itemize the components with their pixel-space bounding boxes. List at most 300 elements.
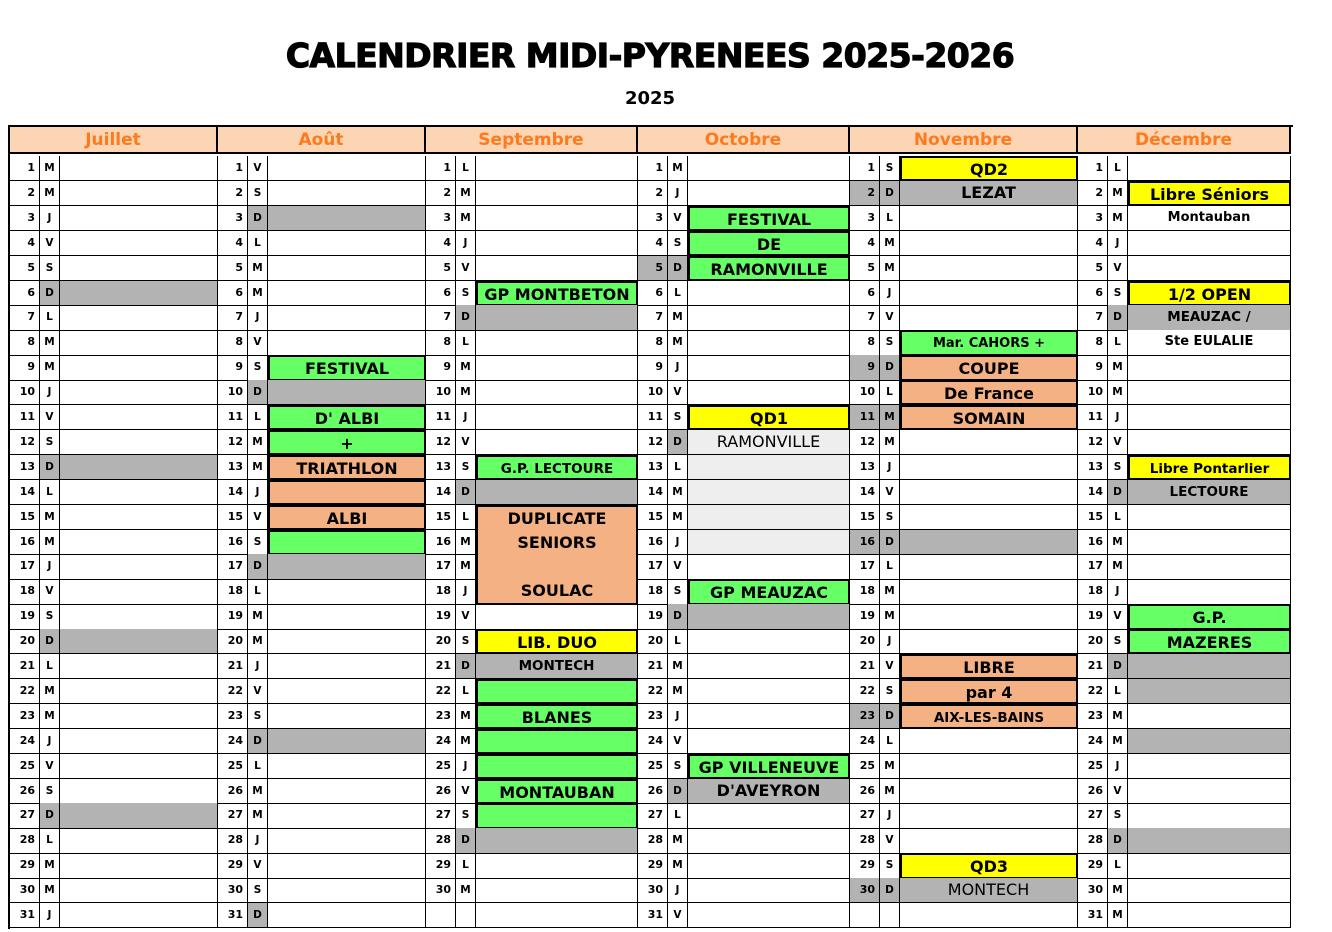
event-cell [1128, 729, 1291, 754]
day-number: 25 [638, 754, 668, 779]
event-cell [268, 231, 426, 256]
event-cell [476, 380, 638, 405]
day-number: 27 [850, 803, 880, 828]
weekday-letter: D [248, 206, 268, 231]
day-number: 23 [850, 704, 880, 729]
event-cell [900, 455, 1078, 480]
event-cell [60, 604, 218, 629]
day-number: 17 [426, 554, 456, 579]
event-cell: RAMONVILLE [688, 430, 850, 455]
weekday-letter: J [248, 828, 268, 853]
event-cell [1128, 654, 1291, 679]
day-number: 26 [10, 779, 40, 804]
weekday-letter: S [40, 604, 60, 629]
weekday-letter: M [456, 380, 476, 405]
weekday-letter: D [40, 629, 60, 654]
event-cell [900, 206, 1078, 231]
day-number: 18 [1078, 579, 1108, 604]
weekday-letter: S [880, 679, 900, 704]
event-cell: TRIATHLON [268, 455, 426, 480]
weekday-letter: L [456, 330, 476, 355]
weekday-letter: D [248, 729, 268, 754]
event-cell [900, 579, 1078, 604]
event-cell [60, 853, 218, 878]
event-cell: par 4 [900, 679, 1078, 704]
weekday-letter: M [456, 554, 476, 579]
event-cell [1128, 754, 1291, 779]
day-number: 9 [638, 355, 668, 380]
day-number: 2 [1078, 181, 1108, 206]
day-number: 13 [426, 455, 456, 480]
event-cell [60, 579, 218, 604]
event-cell [476, 405, 638, 430]
event-cell [688, 878, 850, 903]
weekday-letter: M [1108, 206, 1128, 231]
day-number: 11 [850, 405, 880, 430]
event-cell: G.P. [1128, 604, 1291, 629]
event-cell [688, 355, 850, 380]
event-cell [268, 181, 426, 206]
day-number: 30 [426, 878, 456, 903]
day-number: 22 [426, 679, 456, 704]
event-cell: QD3 [900, 853, 1078, 878]
day-number: 14 [10, 480, 40, 505]
event-cell [1128, 231, 1291, 256]
day-number: 19 [10, 604, 40, 629]
weekday-letter: J [1108, 231, 1128, 256]
weekday-letter: D [668, 430, 688, 455]
weekday-letter: M [1108, 181, 1128, 206]
day-number: 30 [1078, 878, 1108, 903]
weekday-letter: J [456, 231, 476, 256]
event-cell [1128, 554, 1291, 579]
event-cell: LEZAT [900, 181, 1078, 206]
day-number: 12 [426, 430, 456, 455]
weekday-letter: S [1108, 629, 1128, 654]
event-cell [268, 380, 426, 405]
day-number: 7 [850, 305, 880, 330]
day-number: 11 [10, 405, 40, 430]
day-number: 27 [10, 803, 40, 828]
day-number: 18 [638, 579, 668, 604]
day-number: 25 [218, 754, 248, 779]
weekday-letter: D [1108, 480, 1128, 505]
weekday-letter: L [668, 629, 688, 654]
event-cell [688, 281, 850, 306]
weekday-letter: V [1108, 430, 1128, 455]
month-header: Décembre [1078, 127, 1291, 154]
weekday-letter: M [1108, 903, 1128, 928]
day-number: 25 [1078, 754, 1108, 779]
event-line: SENIORS [517, 532, 597, 552]
weekday-letter: J [40, 729, 60, 754]
weekday-letter: M [668, 330, 688, 355]
event-cell [688, 679, 850, 704]
event-cell: AIX-LES-BAINS [900, 704, 1078, 729]
weekday-letter: L [248, 579, 268, 604]
weekday-letter: J [1108, 754, 1128, 779]
event-cell [476, 430, 638, 455]
event-cell [268, 779, 426, 804]
weekday-letter: V [1108, 604, 1128, 629]
weekday-letter: V [248, 679, 268, 704]
day-number: 23 [638, 704, 668, 729]
weekday-letter: M [248, 803, 268, 828]
day-number: 5 [218, 256, 248, 281]
weekday-letter: S [456, 281, 476, 306]
event-cell [900, 903, 1078, 928]
event-cell [268, 530, 426, 555]
weekday-letter: S [1108, 455, 1128, 480]
weekday-letter: S [248, 181, 268, 206]
event-line: SOULAC [520, 580, 594, 600]
event-cell: GP VILLENEUVE [688, 754, 850, 779]
day-number: 19 [218, 604, 248, 629]
weekday-letter: M [668, 853, 688, 878]
weekday-letter: M [1108, 380, 1128, 405]
day-number: 24 [850, 729, 880, 754]
day-number: 23 [1078, 704, 1108, 729]
event-cell: Libre Séniors [1128, 181, 1291, 206]
day-number: 30 [218, 878, 248, 903]
event-cell [900, 729, 1078, 754]
weekday-letter: L [40, 654, 60, 679]
day-number: 29 [218, 853, 248, 878]
event-cell [60, 455, 218, 480]
event-cell: 1/2 OPEN [1128, 281, 1291, 306]
weekday-letter: V [456, 779, 476, 804]
weekday-letter: J [880, 455, 900, 480]
day-number: 30 [638, 878, 668, 903]
event-cell [1128, 903, 1291, 928]
day-number: 17 [638, 554, 668, 579]
weekday-letter: L [668, 281, 688, 306]
event-cell [60, 729, 218, 754]
event-cell [900, 480, 1078, 505]
day-number: 3 [426, 206, 456, 231]
weekday-letter: D [880, 530, 900, 555]
weekday-letter: J [456, 405, 476, 430]
weekday-letter: L [880, 554, 900, 579]
weekday-letter: S [880, 156, 900, 181]
event-cell [476, 729, 638, 754]
weekday-letter: M [248, 779, 268, 804]
event-cell [60, 903, 218, 928]
weekday-letter: M [668, 505, 688, 530]
day-number: 9 [850, 355, 880, 380]
day-number: 31 [1078, 903, 1108, 928]
day-number: 26 [638, 779, 668, 804]
day-number: 29 [426, 853, 456, 878]
day-number: 16 [850, 530, 880, 555]
event-cell: D'AVEYRON [688, 779, 850, 804]
event-cell: BLANES [476, 704, 638, 729]
day-number: 25 [426, 754, 456, 779]
weekday-letter: J [248, 480, 268, 505]
event-cell: D' ALBI [268, 405, 426, 430]
event-cell [60, 654, 218, 679]
event-cell [688, 505, 850, 530]
day-number: 26 [850, 779, 880, 804]
event-cell [60, 480, 218, 505]
day-number: 5 [426, 256, 456, 281]
weekday-letter: D [40, 803, 60, 828]
event-cell [60, 505, 218, 530]
weekday-letter: V [248, 156, 268, 181]
event-cell [60, 181, 218, 206]
event-cell [688, 629, 850, 654]
weekday-letter: D [880, 704, 900, 729]
day-number: 9 [218, 355, 248, 380]
day-number: 15 [218, 505, 248, 530]
day-number: 14 [426, 480, 456, 505]
event-cell [688, 704, 850, 729]
event-cell [688, 554, 850, 579]
day-number: 20 [1078, 629, 1108, 654]
event-cell: Ste EULALIE [1128, 330, 1291, 355]
day-number: 19 [850, 604, 880, 629]
weekday-letter: M [248, 281, 268, 306]
weekday-letter: S [880, 505, 900, 530]
event-cell [688, 654, 850, 679]
day-number: 11 [218, 405, 248, 430]
event-cell [60, 305, 218, 330]
day-number: 13 [850, 455, 880, 480]
day-number: 12 [1078, 430, 1108, 455]
day-number: 6 [1078, 281, 1108, 306]
weekday-letter [880, 903, 900, 928]
event-cell [60, 355, 218, 380]
event-cell [268, 654, 426, 679]
day-number: 23 [10, 704, 40, 729]
weekday-letter: V [1108, 256, 1128, 281]
weekday-letter: D [880, 355, 900, 380]
event-cell [900, 754, 1078, 779]
event-cell: LIB. DUO [476, 629, 638, 654]
event-cell [1128, 853, 1291, 878]
day-number: 6 [850, 281, 880, 306]
weekday-letter: M [880, 256, 900, 281]
event-cell [268, 729, 426, 754]
weekday-letter: M [40, 181, 60, 206]
event-cell [60, 679, 218, 704]
event-cell: MONTAUBAN [476, 779, 638, 804]
weekday-letter: M [456, 704, 476, 729]
day-number: 10 [1078, 380, 1108, 405]
day-number: 8 [426, 330, 456, 355]
event-cell: GP MEAUZAC [688, 579, 850, 604]
event-cell [60, 206, 218, 231]
weekday-letter: V [248, 505, 268, 530]
weekday-letter: M [880, 579, 900, 604]
event-cell [268, 853, 426, 878]
event-cell [688, 455, 850, 480]
day-number: 17 [10, 554, 40, 579]
day-number: 6 [426, 281, 456, 306]
event-cell [688, 156, 850, 181]
event-cell [688, 729, 850, 754]
day-number: 10 [426, 380, 456, 405]
event-cell [476, 903, 638, 928]
event-cell [60, 754, 218, 779]
day-number: 1 [10, 156, 40, 181]
day-number: 4 [850, 231, 880, 256]
day-number: 25 [10, 754, 40, 779]
weekday-letter: S [40, 430, 60, 455]
weekday-letter: V [668, 380, 688, 405]
day-number: 15 [1078, 505, 1108, 530]
event-cell [1128, 803, 1291, 828]
weekday-letter: L [1108, 156, 1128, 181]
weekday-letter: L [248, 231, 268, 256]
weekday-letter: S [40, 779, 60, 804]
event-cell [900, 256, 1078, 281]
day-number: 18 [850, 579, 880, 604]
event-cell [268, 878, 426, 903]
weekday-letter: D [248, 554, 268, 579]
weekday-letter: D [40, 455, 60, 480]
day-number: 6 [218, 281, 248, 306]
event-cell [476, 305, 638, 330]
day-number: 8 [638, 330, 668, 355]
day-number: 1 [426, 156, 456, 181]
day-number: 4 [218, 231, 248, 256]
weekday-letter: M [880, 430, 900, 455]
day-number: 7 [10, 305, 40, 330]
weekday-letter: V [1108, 779, 1128, 804]
event-cell: SOMAIN [900, 405, 1078, 430]
event-cell: LECTOURE [1128, 480, 1291, 505]
weekday-letter: J [1108, 579, 1128, 604]
event-cell [60, 380, 218, 405]
event-cell [688, 828, 850, 853]
event-cell: ALBI [268, 505, 426, 530]
day-number: 31 [638, 903, 668, 928]
weekday-letter: M [40, 330, 60, 355]
day-number: 20 [850, 629, 880, 654]
weekday-letter: J [456, 754, 476, 779]
weekday-letter: M [1108, 554, 1128, 579]
day-number: 11 [1078, 405, 1108, 430]
weekday-letter: M [456, 206, 476, 231]
day-number: 15 [10, 505, 40, 530]
day-number: 14 [850, 480, 880, 505]
weekday-letter: S [456, 803, 476, 828]
weekday-letter: M [40, 853, 60, 878]
weekday-letter: D [1108, 654, 1128, 679]
day-number: 21 [10, 654, 40, 679]
event-cell [900, 828, 1078, 853]
weekday-letter: M [668, 156, 688, 181]
event-cell [688, 530, 850, 555]
event-cell [268, 156, 426, 181]
event-cell [476, 754, 638, 779]
day-number: 26 [218, 779, 248, 804]
day-number: 15 [638, 505, 668, 530]
event-cell [1128, 704, 1291, 729]
weekday-letter: M [40, 878, 60, 903]
day-number: 11 [638, 405, 668, 430]
event-cell [60, 554, 218, 579]
event-cell [900, 779, 1078, 804]
weekday-letter: S [248, 704, 268, 729]
weekday-letter: D [880, 181, 900, 206]
day-number: 3 [218, 206, 248, 231]
day-number: 21 [426, 654, 456, 679]
event-cell [476, 604, 638, 629]
event-cell [1128, 430, 1291, 455]
day-number: 22 [218, 679, 248, 704]
weekday-letter: L [880, 729, 900, 754]
day-number: 29 [10, 853, 40, 878]
day-number: 14 [1078, 480, 1108, 505]
day-number [426, 903, 456, 928]
day-number: 21 [218, 654, 248, 679]
event-cell [688, 604, 850, 629]
event-cell: COUPE [900, 355, 1078, 380]
event-cell [60, 405, 218, 430]
event-cell [476, 355, 638, 380]
weekday-letter: L [1108, 505, 1128, 530]
event-cell [60, 330, 218, 355]
weekday-letter: L [40, 305, 60, 330]
day-number: 19 [426, 604, 456, 629]
weekday-letter: S [668, 231, 688, 256]
day-number: 22 [1078, 679, 1108, 704]
day-number: 17 [1078, 554, 1108, 579]
day-number: 16 [218, 530, 248, 555]
weekday-letter: J [1108, 405, 1128, 430]
weekday-letter: L [1108, 679, 1128, 704]
weekday-letter: S [668, 405, 688, 430]
event-cell [688, 330, 850, 355]
event-cell: De France [900, 380, 1078, 405]
day-number: 12 [218, 430, 248, 455]
weekday-letter: V [40, 231, 60, 256]
weekday-letter: M [880, 231, 900, 256]
weekday-letter: D [1108, 305, 1128, 330]
weekday-letter: V [880, 654, 900, 679]
weekday-letter: V [40, 579, 60, 604]
event-cell [476, 206, 638, 231]
weekday-letter: L [880, 206, 900, 231]
weekday-letter: M [40, 530, 60, 555]
event-cell [60, 704, 218, 729]
weekday-letter: M [456, 729, 476, 754]
day-number: 3 [10, 206, 40, 231]
weekday-letter: M [1108, 530, 1128, 555]
month-header: Juillet [10, 127, 218, 154]
day-number: 2 [10, 181, 40, 206]
month-header: Septembre [426, 127, 638, 154]
weekday-letter: V [668, 206, 688, 231]
event-cell [268, 679, 426, 704]
weekday-letter: M [880, 779, 900, 804]
weekday-letter: M [248, 455, 268, 480]
event-cell [1128, 878, 1291, 903]
event-cell [60, 828, 218, 853]
weekday-letter: M [248, 629, 268, 654]
day-number: 15 [850, 505, 880, 530]
event-cell: GP MONTBETON [476, 281, 638, 306]
day-number [850, 903, 880, 928]
event-cell [268, 903, 426, 928]
day-number: 10 [218, 380, 248, 405]
weekday-letter: S [880, 330, 900, 355]
event-cell: FESTIVAL [268, 355, 426, 380]
weekday-letter: J [880, 803, 900, 828]
event-cell: MONTECH [900, 878, 1078, 903]
